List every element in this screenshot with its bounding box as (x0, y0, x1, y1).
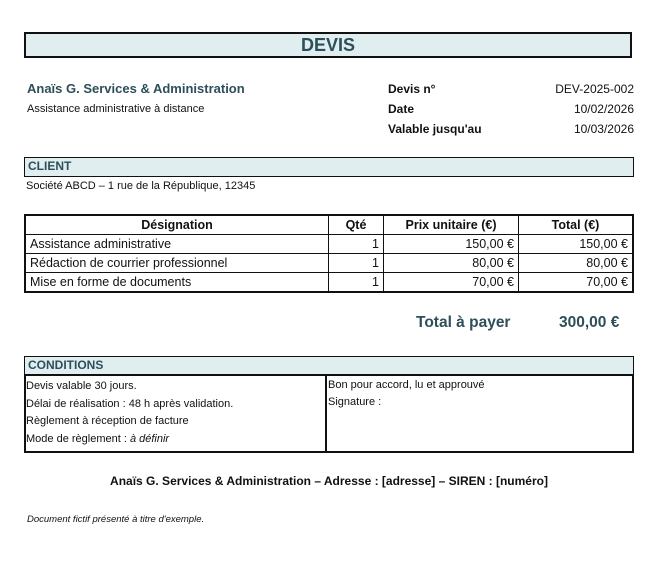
condition-line: Délai de réalisation : 48 h après validation. (26, 397, 234, 410)
cell-total: 80,00 € (519, 254, 634, 273)
meta-value: 10/03/2026 (573, 122, 634, 136)
col-header-unit-price: Prix unitaire (€) (384, 215, 519, 235)
cell-designation: Mise en forme de documents (25, 273, 329, 293)
client-details: Société ABCD – 1 rue de la République, 12345 (26, 180, 256, 192)
cell-unit-price: 150,00 € (384, 235, 519, 254)
cell-designation: Assistance administrative (25, 235, 329, 254)
meta-label: Date (388, 102, 415, 116)
condition-line: Devis valable 30 jours. (26, 380, 137, 392)
company-subtitle: Assistance administrative à distance (27, 103, 205, 115)
conditions-list (26, 378, 324, 448)
table-row (25, 254, 633, 273)
col-header-qty: Qté (329, 215, 384, 235)
items-table (24, 214, 634, 293)
client-heading: CLIENT (24, 157, 634, 177)
meta-row-valid-until (388, 121, 634, 141)
total-value: 300,00 € (559, 314, 620, 331)
meta-value: DEV-2025-002 (555, 82, 634, 96)
payment-mode-label: Mode de règlement : (26, 432, 130, 445)
cell-total: 150,00 € (519, 235, 634, 254)
col-header-designation: Désignation (25, 215, 329, 235)
signature-label: Signature : (328, 396, 382, 408)
conditions-heading: CONDITIONS (24, 356, 634, 376)
cell-designation: Rédaction de courrier professionnel (25, 254, 329, 273)
document-title: DEVIS (24, 32, 632, 58)
payment-mode-value: à définir (129, 432, 170, 445)
approval-area (328, 377, 485, 411)
cell-total: 70,00 € (519, 273, 634, 293)
meta-row-date (388, 101, 634, 121)
approval-text: Bon pour accord, lu et approuvé (328, 379, 485, 391)
cell-unit-price: 70,00 € (384, 273, 519, 293)
total-label: Total à payer (416, 314, 511, 331)
payment-mode (26, 431, 324, 449)
table-row (25, 273, 633, 293)
meta-row-number (388, 81, 634, 101)
meta-value: 10/02/2026 (573, 102, 634, 116)
meta-label: Valable jusqu'au (388, 122, 482, 136)
table-row (25, 235, 633, 254)
table-header-row (25, 215, 633, 235)
col-header-total: Total (€) (519, 215, 634, 235)
fine-print: Document fictif présenté à titre d'exemple. (27, 514, 205, 525)
cell-qty: 1 (329, 235, 384, 254)
footer-company-line: Anaïs G. Services & Administration – Adresse : [adresse] – SIREN : [numéro] (110, 474, 548, 488)
cell-unit-price: 80,00 € (384, 254, 519, 273)
meta-label: Devis n° (388, 82, 436, 96)
condition-line: Règlement à réception de facture (26, 415, 189, 427)
cell-qty: 1 (329, 254, 384, 273)
cell-qty: 1 (329, 273, 384, 293)
company-name: Anaïs G. Services & Administration (27, 81, 245, 96)
conditions-divider (325, 374, 327, 453)
quote-meta (388, 81, 634, 141)
